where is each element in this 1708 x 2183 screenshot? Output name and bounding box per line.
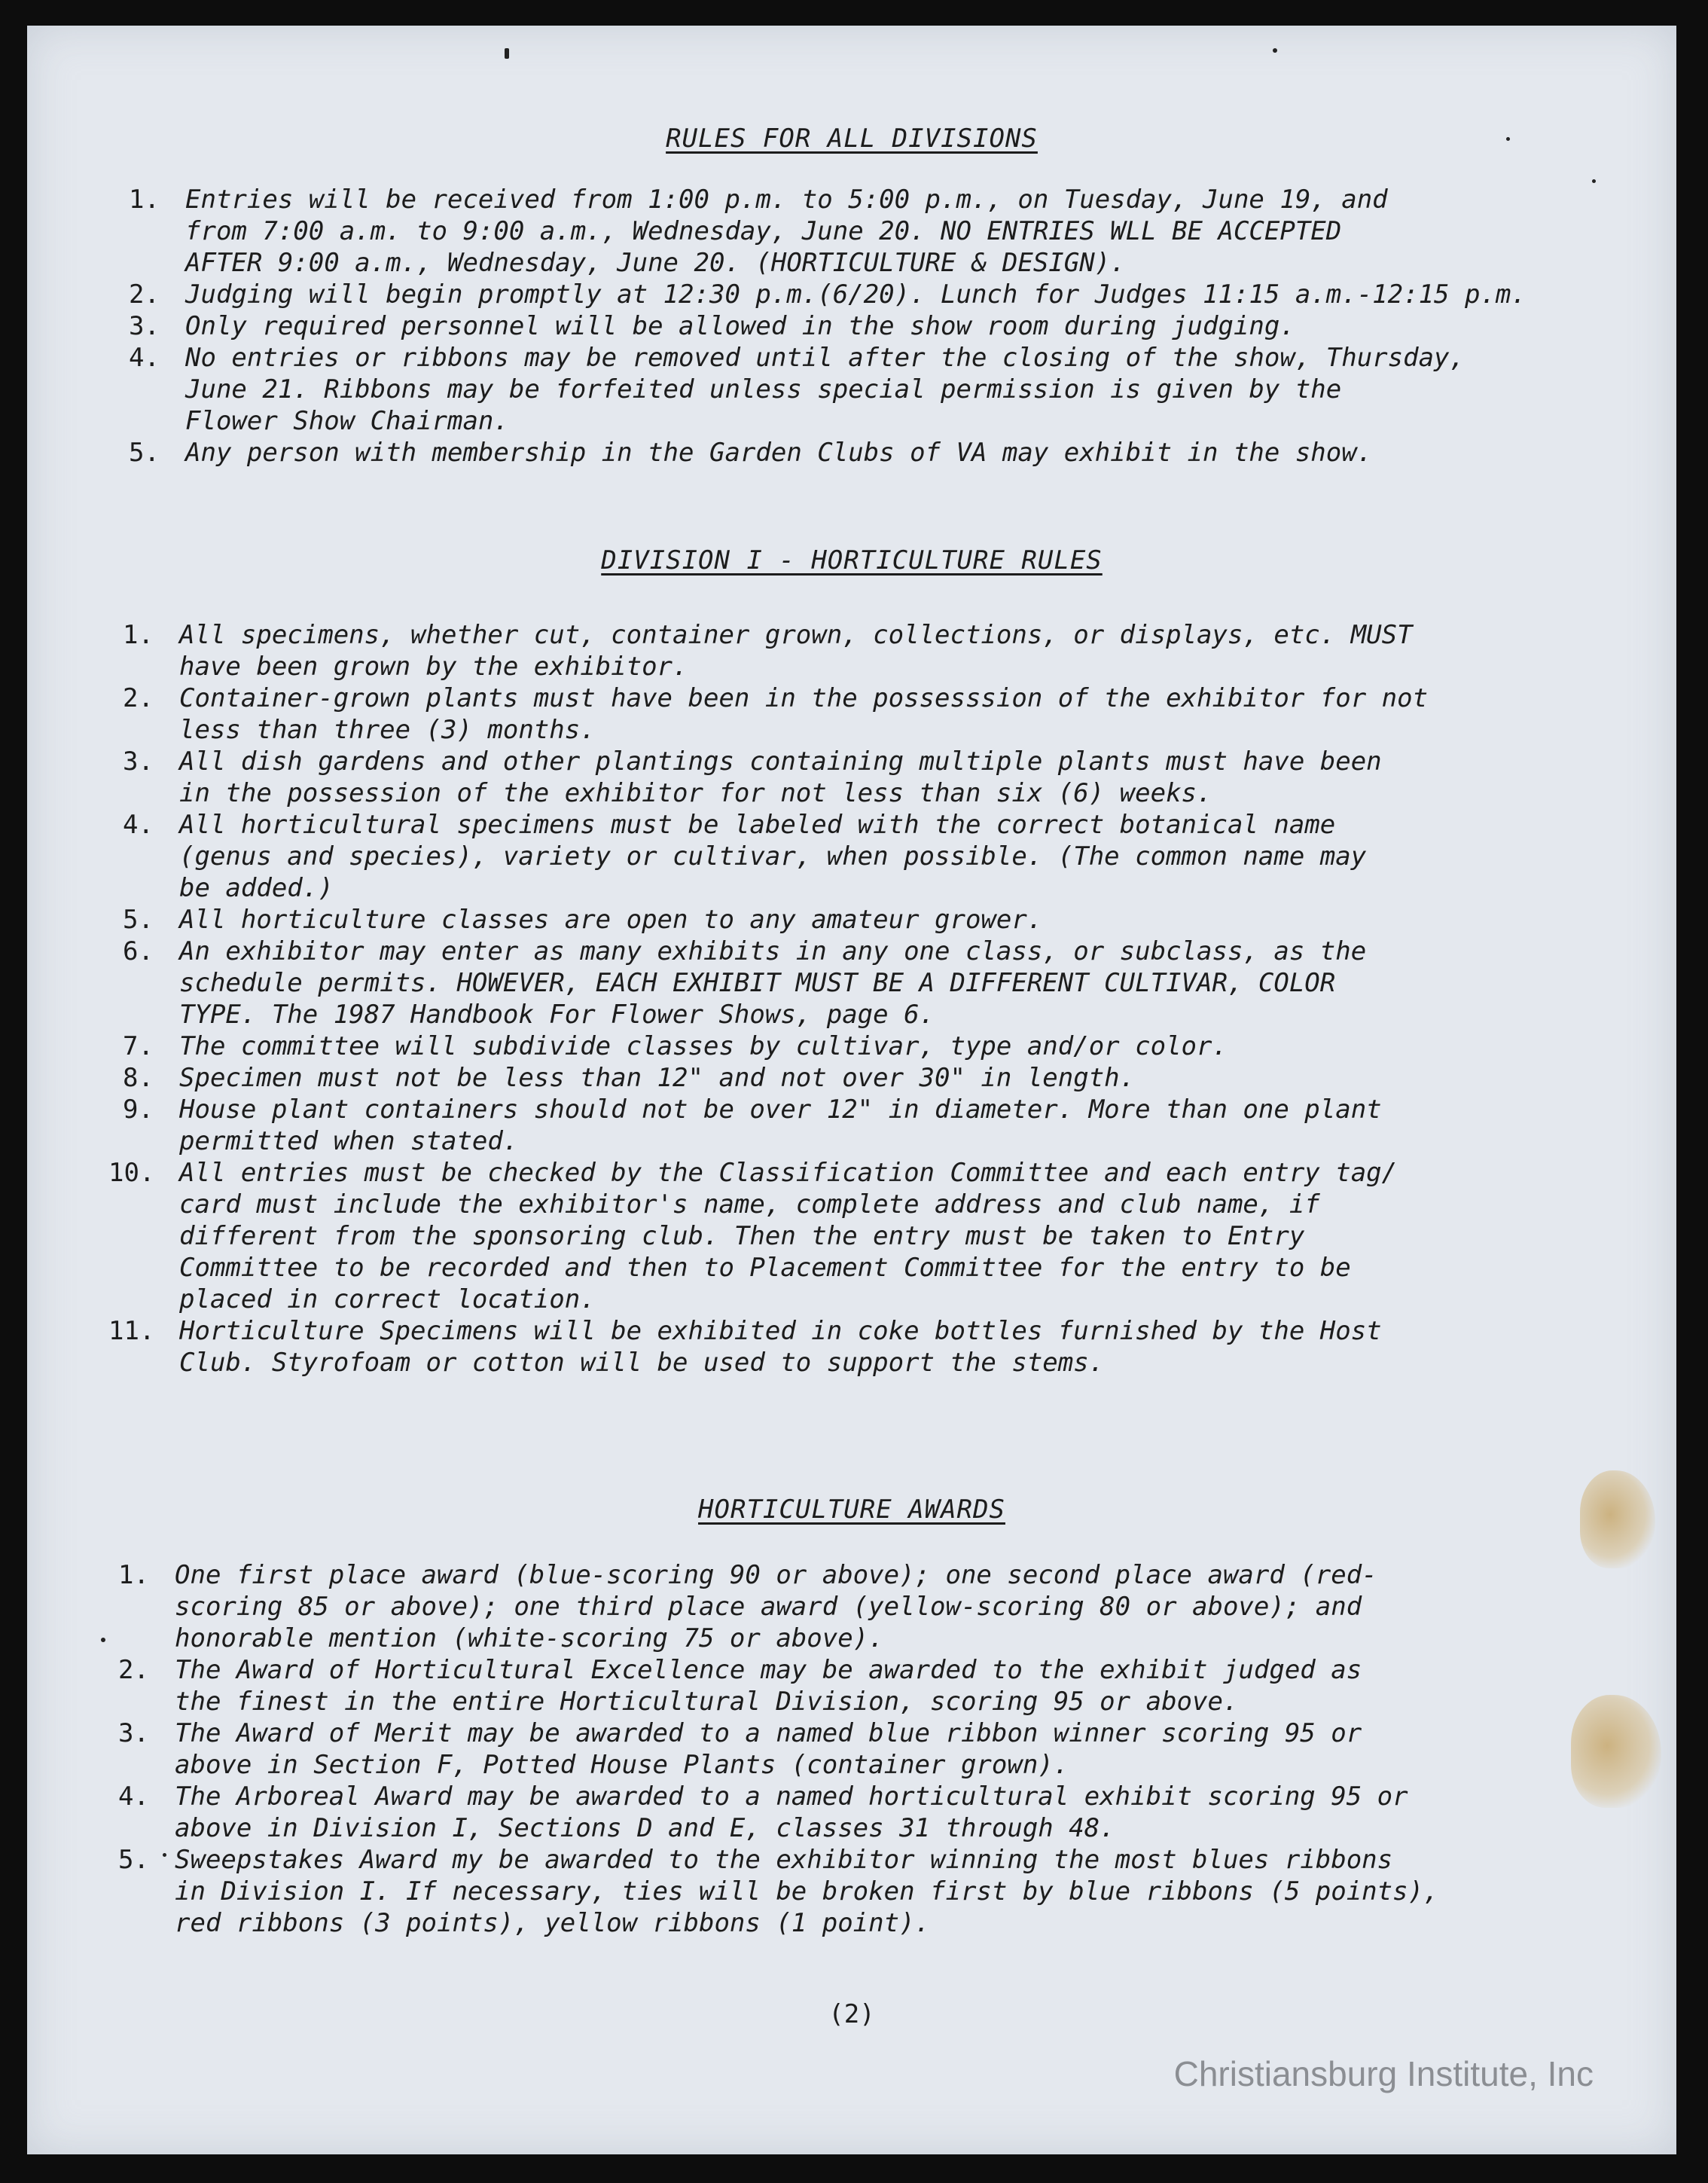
item-text: One first place award (blue-scoring 90 or above); one second place award (red- scoring 85 or above); one third place award (yellow-scoring 80 or above); and honorable mention (white-scoring 75 or above). <box>175 1560 1377 1653</box>
list-item <box>129 437 1654 469</box>
item-text: Container-grown plants must have been in the possesssion of the exhibitor for not less than three (3) months. <box>179 683 1429 745</box>
item-text: No entries or ribbons may be removed until after the closing of the show, Thursday, June 21. Ribbons may be forfeited unless special permission is given by the Flower Show Chairman. <box>185 343 1465 436</box>
item-number: 9. <box>123 1095 154 1125</box>
item-text: House plant containers should not be over 12" in diameter. More than one plant permitted when stated. <box>179 1095 1382 1156</box>
list-item <box>129 310 1654 342</box>
item-text: Entries will be received from 1:00 p.m. to 5:00 p.m., on Tuesday, June 19, and from 7:00 a.m. to 9:00 a.m., Wednesday, June 20. NO ENTRIES WLL BE ACCEPTED AFTER 9:00 a.m., Wednesday, June 20. (HORTICULTURE & DESIGN). <box>185 185 1388 278</box>
ink-dot <box>101 1638 105 1642</box>
watermark: Christiansburg Institute, Inc <box>1173 2054 1594 2093</box>
list-item <box>108 1315 1655 1378</box>
list-item <box>118 1781 1655 1844</box>
list-item <box>118 1844 1655 1939</box>
item-number: 3. <box>118 1718 149 1748</box>
list-item <box>108 1157 1655 1315</box>
list-item <box>123 936 1655 1030</box>
list-item <box>123 809 1655 904</box>
list-item <box>118 1654 1655 1717</box>
item-text: All entries must be checked by the Classification Committee and each entry tag/ card must include the exhibitor's name, complete address and club name, if different from the sponsoring club. Then the entry must be taken to Entry Committee to be recorded and then to Placement Committee for the entry to be placed in correct location. <box>179 1158 1398 1314</box>
document-page <box>27 26 1676 2154</box>
item-number: 1. <box>118 1560 149 1590</box>
item-number: 5. <box>123 905 154 935</box>
item-number: 2. <box>129 279 160 310</box>
list-item <box>123 746 1655 809</box>
list-item <box>123 682 1655 746</box>
list-item <box>118 1559 1655 1654</box>
item-number: 7. <box>123 1031 154 1061</box>
ink-dot <box>1273 48 1277 53</box>
horticulture-awards-list <box>118 1559 1655 1939</box>
item-text: An exhibitor may enter as many exhibits in any one class, or subclass, as the schedule permits. HOWEVER, EACH EXHIBIT MUST BE A DIFFERENT CULTIVAR, COLOR TYPE. The 1987 Handbook For Flower Shows, page 6. <box>179 936 1367 1030</box>
item-text: Sweepstakes Award my be awarded to the exhibitor winning the most blues ribbons in Division I. If necessary, ties will be broken first by blue ribbons (5 points), red ribbons (3 points), yellow ribbons (1 point). <box>175 1845 1439 1938</box>
item-number: 10. <box>108 1158 155 1188</box>
list-item <box>129 184 1654 279</box>
rules-all-divisions-heading: RULES FOR ALL DIVISIONS <box>666 124 1038 154</box>
item-number: 2. <box>118 1655 149 1685</box>
item-text: Horticulture Specimens will be exhibited in coke bottles furnished by the Host Club. Styrofoam or cotton will be used to support the stems. <box>179 1316 1382 1378</box>
item-number: 4. <box>123 810 154 840</box>
list-item <box>123 1094 1655 1157</box>
ink-dot <box>1592 179 1596 183</box>
item-text: Judging will begin promptly at 12:30 p.m.(6/20). Lunch for Judges 11:15 a.m.-12:15 p.m. <box>185 279 1527 310</box>
item-text: The committee will subdivide classes by cultivar, type and/or color. <box>179 1031 1228 1061</box>
item-number: 5. <box>129 438 160 468</box>
list-item <box>129 279 1654 310</box>
item-number: 5. <box>118 1845 149 1875</box>
list-item <box>123 619 1655 682</box>
list-item <box>129 342 1654 437</box>
item-text: The Award of Horticultural Excellence may be awarded to the exhibit judged as the finest in the entire Horticultural Division, scoring 95 or above. <box>175 1655 1362 1717</box>
item-number: 11. <box>108 1316 155 1346</box>
item-number: 4. <box>118 1782 149 1812</box>
item-text: Only required personnel will be allowed in the show room during judging. <box>185 311 1295 341</box>
page-number: (2) <box>828 1999 875 2029</box>
item-text: Specimen must not be less than 12" and not over 30" in length. <box>179 1063 1136 1093</box>
horticulture-awards-heading: HORTICULTURE AWARDS <box>698 1495 1005 1525</box>
item-text: Any person with membership in the Garden Clubs of VA may exhibit in the show. <box>185 438 1373 468</box>
item-text: The Award of Merit may be awarded to a named blue ribbon winner scoring 95 or above in Section F, Potted House Plants (container grown). <box>175 1718 1362 1780</box>
item-text: All dish gardens and other plantings containing multiple plants must have been in the possession of the exhibitor for not less than six (6) weeks. <box>179 746 1382 808</box>
list-item <box>118 1717 1655 1781</box>
item-number: 2. <box>123 683 154 713</box>
item-number: 1. <box>129 185 160 215</box>
item-number: 8. <box>123 1063 154 1093</box>
item-number: 3. <box>123 746 154 777</box>
list-item <box>123 1062 1655 1094</box>
item-number: 4. <box>129 343 160 373</box>
item-number: 6. <box>123 936 154 966</box>
list-item <box>123 1030 1655 1062</box>
item-number: 3. <box>129 311 160 341</box>
item-text: All specimens, whether cut, container grown, collections, or displays, etc. MUST have been grown by the exhibitor. <box>179 620 1413 682</box>
item-number: 1. <box>123 620 154 650</box>
division-one-list <box>108 619 1655 1378</box>
item-text: All horticulture classes are open to any amateur grower. <box>179 905 1043 935</box>
rules-all-divisions-list <box>129 184 1654 469</box>
item-text: The Arboreal Award may be awarded to a named horticultural exhibit scoring 95 or above in Division I, Sections D and E, classes 31 through 48. <box>175 1782 1408 1843</box>
item-text: All horticultural specimens must be labeled with the correct botanical name (genus and species), variety or cultivar, when possible. (The common name may be added.) <box>179 810 1367 903</box>
list-item <box>123 904 1655 936</box>
ink-dot <box>505 48 509 59</box>
division-one-heading: DIVISION I - HORTICULTURE RULES <box>601 545 1103 576</box>
